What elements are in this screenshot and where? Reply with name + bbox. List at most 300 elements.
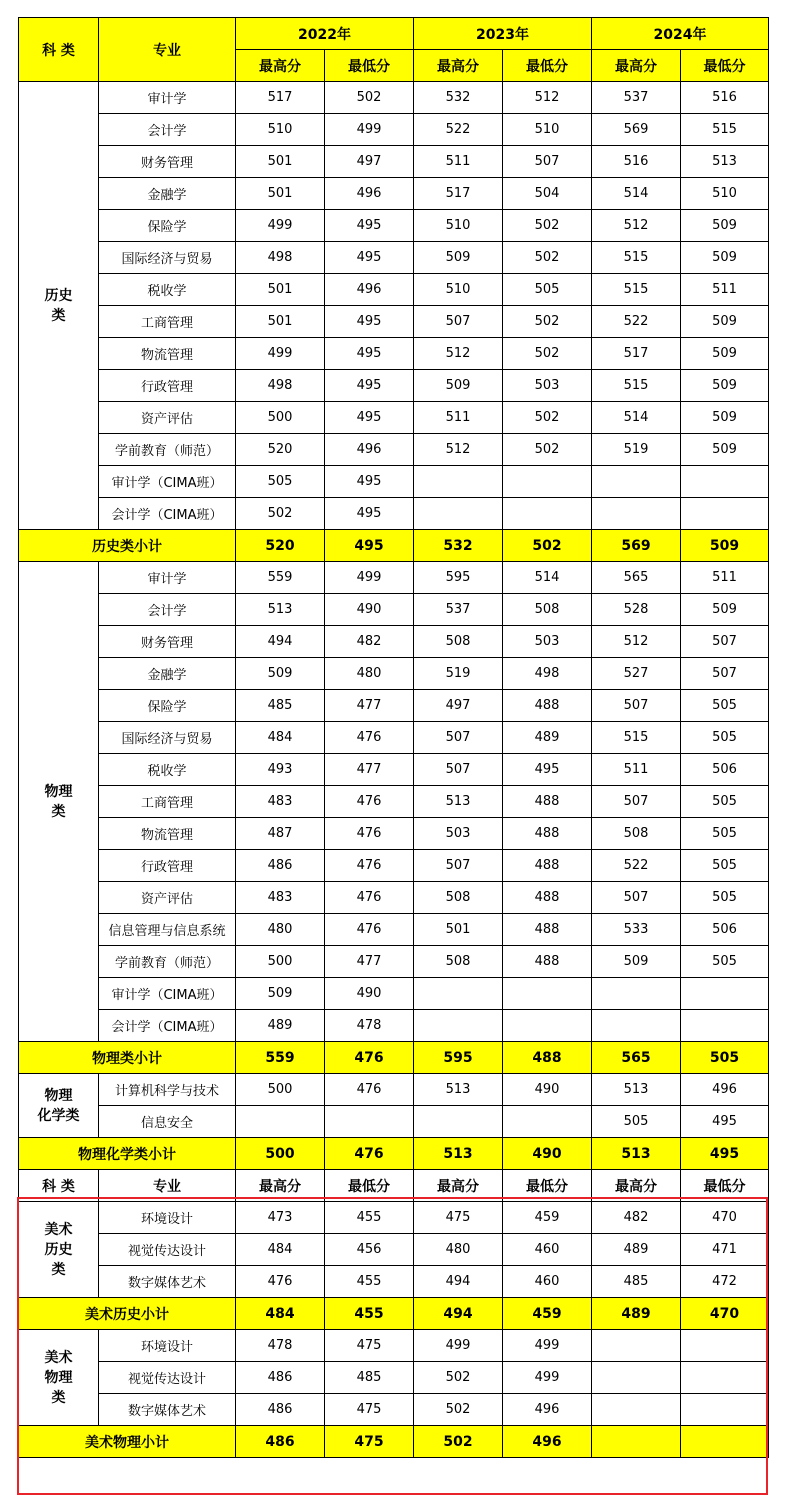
score-cell: 513: [236, 594, 325, 626]
score-cell: 476: [325, 1074, 414, 1106]
table-row: [19, 818, 769, 850]
subtotal-score: 565: [592, 1042, 681, 1074]
score-cell: 505: [681, 882, 769, 914]
major-cell: 审计学: [99, 82, 236, 114]
score-cell: 517: [414, 178, 503, 210]
table-row: [19, 1074, 769, 1106]
score-cell: 495: [325, 498, 414, 530]
category-label: 物理 化学类: [37, 1087, 80, 1124]
table-row: [19, 722, 769, 754]
score-cell: [592, 466, 681, 498]
table-row: [19, 274, 769, 306]
score-cell: [681, 466, 769, 498]
major-cell: 工商管理: [99, 786, 236, 818]
table-row: [19, 1330, 769, 1362]
score-cell: 496: [325, 434, 414, 466]
score-cell: 477: [325, 946, 414, 978]
subtotal-score: 484: [236, 1298, 325, 1330]
major-cell: 环境设计: [99, 1202, 236, 1234]
score-cell: 490: [503, 1074, 592, 1106]
score-cell: 508: [414, 946, 503, 978]
subtotal-score: 475: [325, 1426, 414, 1458]
score-cell: 527: [592, 658, 681, 690]
table-row: [19, 338, 769, 370]
score-cell: 509: [414, 242, 503, 274]
score-cell: 595: [414, 562, 503, 594]
score-cell: [414, 466, 503, 498]
score-cell: 502: [503, 402, 592, 434]
score-cell: 509: [236, 658, 325, 690]
table-row: [19, 82, 769, 114]
table-row: [19, 210, 769, 242]
header-min: 最低分: [325, 50, 414, 82]
score-cell: 508: [414, 626, 503, 658]
table-row: [19, 242, 769, 274]
table-row: [19, 786, 769, 818]
major-cell: 数字媒体艺术: [99, 1394, 236, 1426]
score-cell: 500: [236, 946, 325, 978]
score-cell: 511: [414, 402, 503, 434]
score-cell: 520: [236, 434, 325, 466]
category-label: 历史 类: [44, 287, 73, 324]
score-cell: 515: [592, 274, 681, 306]
score-cell: 509: [414, 370, 503, 402]
score-cell: 537: [414, 594, 503, 626]
table-row: [19, 498, 769, 530]
score-cell: 476: [325, 818, 414, 850]
header-year-2023: 2023年: [414, 18, 592, 50]
header-min: 最低分: [503, 50, 592, 82]
score-cell: 569: [592, 114, 681, 146]
score-cell: 484: [236, 1234, 325, 1266]
table-row: [19, 1362, 769, 1394]
score-cell: [414, 498, 503, 530]
score-cell: [414, 978, 503, 1010]
score-cell: 501: [236, 306, 325, 338]
score-cell: 515: [592, 242, 681, 274]
score-cell: 515: [592, 722, 681, 754]
score-cell: 495: [325, 242, 414, 274]
score-cell: 513: [592, 1074, 681, 1106]
score-cell: 508: [414, 882, 503, 914]
art-header-category: 科 类: [19, 1170, 99, 1202]
table-row: [19, 946, 769, 978]
major-cell: 税收学: [99, 274, 236, 306]
score-cell: 502: [236, 498, 325, 530]
header-max: 最高分: [414, 50, 503, 82]
art-header-score: 最高分: [236, 1170, 325, 1202]
score-cell: [503, 466, 592, 498]
score-cell: 476: [325, 914, 414, 946]
score-cell: 511: [681, 562, 769, 594]
score-cell: 477: [325, 690, 414, 722]
score-cell: 501: [414, 914, 503, 946]
major-cell: 环境设计: [99, 1330, 236, 1362]
score-cell: 486: [236, 1394, 325, 1426]
table-row: [19, 178, 769, 210]
score-cell: 480: [236, 914, 325, 946]
subtotal-score: 559: [236, 1042, 325, 1074]
major-cell: 数字媒体艺术: [99, 1266, 236, 1298]
table-row: [19, 690, 769, 722]
score-cell: 488: [503, 882, 592, 914]
score-cell: 513: [681, 146, 769, 178]
subtotal-label: 历史类小计: [19, 530, 236, 562]
score-cell: 496: [325, 178, 414, 210]
score-cell: 514: [592, 178, 681, 210]
score-cell: 490: [325, 978, 414, 1010]
major-cell: 金融学: [99, 178, 236, 210]
score-cell: 488: [503, 786, 592, 818]
score-cell: 480: [414, 1234, 503, 1266]
score-cell: 511: [592, 754, 681, 786]
table-row: [19, 434, 769, 466]
score-cell: 501: [236, 146, 325, 178]
score-cell: 509: [681, 402, 769, 434]
subtotal-score: 459: [503, 1298, 592, 1330]
subtotal-score: 532: [414, 530, 503, 562]
score-cell: [592, 498, 681, 530]
table-row: [19, 1234, 769, 1266]
score-cell: 512: [503, 82, 592, 114]
score-table: [18, 17, 769, 1458]
score-cell: 502: [503, 306, 592, 338]
major-cell: 国际经济与贸易: [99, 722, 236, 754]
subtotal-score: 505: [681, 1042, 769, 1074]
score-cell: 475: [325, 1394, 414, 1426]
major-cell: 学前教育（师范）: [99, 434, 236, 466]
subtotal-score: 496: [503, 1426, 592, 1458]
table-row: [19, 1202, 769, 1234]
score-cell: 505: [681, 786, 769, 818]
score-cell: 519: [414, 658, 503, 690]
major-cell: 资产评估: [99, 882, 236, 914]
score-cell: 505: [681, 946, 769, 978]
score-cell: 507: [681, 626, 769, 658]
score-cell: 505: [681, 850, 769, 882]
score-cell: 512: [592, 626, 681, 658]
table-row: [19, 402, 769, 434]
score-cell: 476: [236, 1266, 325, 1298]
score-cell: 510: [236, 114, 325, 146]
score-cell: 486: [236, 850, 325, 882]
score-cell: [325, 1106, 414, 1138]
table-row: [19, 882, 769, 914]
score-cell: 509: [681, 210, 769, 242]
score-cell: [592, 978, 681, 1010]
score-cell: 480: [325, 658, 414, 690]
score-cell: [592, 1394, 681, 1426]
score-cell: 510: [503, 114, 592, 146]
art-header-score: 最高分: [592, 1170, 681, 1202]
subtotal-row: [19, 530, 769, 562]
score-cell: [503, 1106, 592, 1138]
table-row: [19, 1106, 769, 1138]
score-cell: 505: [681, 690, 769, 722]
subtotal-label: 美术历史小计: [19, 1298, 236, 1330]
table-row: [19, 850, 769, 882]
score-cell: 505: [592, 1106, 681, 1138]
category-cell: [19, 1202, 99, 1298]
subtotal-score: 513: [414, 1138, 503, 1170]
header-major: 专业: [99, 18, 236, 82]
score-cell: 502: [503, 434, 592, 466]
major-cell: 金融学: [99, 658, 236, 690]
table-row: [19, 1010, 769, 1042]
header-max: 最高分: [236, 50, 325, 82]
score-cell: 500: [236, 1074, 325, 1106]
score-cell: 502: [325, 82, 414, 114]
score-cell: 501: [236, 274, 325, 306]
score-cell: 509: [681, 434, 769, 466]
score-cell: [592, 1362, 681, 1394]
score-cell: 515: [592, 370, 681, 402]
score-cell: 495: [325, 466, 414, 498]
score-cell: 499: [414, 1330, 503, 1362]
header-year-2024: 2024年: [592, 18, 769, 50]
subtotal-score: 476: [325, 1042, 414, 1074]
header-min: 最低分: [681, 50, 769, 82]
score-cell: 482: [592, 1202, 681, 1234]
score-cell: 514: [592, 402, 681, 434]
score-cell: 471: [681, 1234, 769, 1266]
subtotal-row: [19, 1138, 769, 1170]
major-cell: 保险学: [99, 690, 236, 722]
major-cell: 资产评估: [99, 402, 236, 434]
score-cell: 504: [503, 178, 592, 210]
score-cell: 503: [503, 370, 592, 402]
score-cell: 460: [503, 1266, 592, 1298]
major-cell: 财务管理: [99, 626, 236, 658]
subtotal-score: 495: [325, 530, 414, 562]
score-cell: 507: [414, 850, 503, 882]
category-cell: [19, 1330, 99, 1426]
score-cell: [681, 1362, 769, 1394]
subtotal-score: [681, 1426, 769, 1458]
major-cell: 会计学: [99, 114, 236, 146]
score-cell: 519: [592, 434, 681, 466]
table-row: [19, 658, 769, 690]
score-cell: 510: [681, 178, 769, 210]
subtotal-score: 490: [503, 1138, 592, 1170]
score-cell: 484: [236, 722, 325, 754]
table-row: [19, 562, 769, 594]
table-row: [19, 114, 769, 146]
score-cell: 495: [681, 1106, 769, 1138]
score-cell: 499: [236, 338, 325, 370]
score-cell: 517: [236, 82, 325, 114]
score-cell: 513: [414, 786, 503, 818]
category-cell: [19, 82, 99, 530]
table-row: [19, 146, 769, 178]
score-cell: 507: [414, 722, 503, 754]
score-cell: 507: [592, 882, 681, 914]
score-cell: 473: [236, 1202, 325, 1234]
score-cell: 478: [236, 1330, 325, 1362]
score-cell: 509: [592, 946, 681, 978]
score-cell: 485: [325, 1362, 414, 1394]
score-cell: [236, 1106, 325, 1138]
major-cell: 信息管理与信息系统: [99, 914, 236, 946]
score-cell: 510: [414, 210, 503, 242]
score-cell: 509: [236, 978, 325, 1010]
table-row: [19, 1394, 769, 1426]
subtotal-score: 488: [503, 1042, 592, 1074]
score-cell: 532: [414, 82, 503, 114]
score-cell: 488: [503, 946, 592, 978]
score-cell: 495: [503, 754, 592, 786]
score-cell: 522: [592, 306, 681, 338]
major-cell: 会计学（CIMA班）: [99, 1010, 236, 1042]
header-year-2022: 2022年: [236, 18, 414, 50]
table-row: [19, 754, 769, 786]
score-cell: 503: [503, 626, 592, 658]
score-cell: 483: [236, 882, 325, 914]
header-max: 最高分: [592, 50, 681, 82]
score-cell: 516: [681, 82, 769, 114]
table-row: [19, 306, 769, 338]
subtotal-score: 486: [236, 1426, 325, 1458]
category-label: 美术 历史 类: [44, 1221, 73, 1278]
score-cell: [592, 1330, 681, 1362]
subtotal-score: 502: [414, 1426, 503, 1458]
major-cell: 行政管理: [99, 370, 236, 402]
major-cell: 计算机科学与技术: [99, 1074, 236, 1106]
score-cell: 489: [592, 1234, 681, 1266]
table-row: [19, 978, 769, 1010]
score-cell: 502: [503, 338, 592, 370]
major-cell: 税收学: [99, 754, 236, 786]
subtotal-score: 513: [592, 1138, 681, 1170]
major-cell: 物流管理: [99, 818, 236, 850]
score-cell: [503, 498, 592, 530]
score-cell: 565: [592, 562, 681, 594]
subtotal-label: 物理化学类小计: [19, 1138, 236, 1170]
score-cell: 470: [681, 1202, 769, 1234]
score-cell: 483: [236, 786, 325, 818]
score-cell: [681, 1010, 769, 1042]
score-table-wrapper: [18, 17, 769, 1458]
major-cell: 学前教育（师范）: [99, 946, 236, 978]
score-cell: [592, 1010, 681, 1042]
score-cell: 501: [236, 178, 325, 210]
score-cell: 486: [236, 1362, 325, 1394]
subtotal-label: 美术物理小计: [19, 1426, 236, 1458]
table-row: [19, 594, 769, 626]
score-cell: 509: [681, 306, 769, 338]
subtotal-score: 495: [681, 1138, 769, 1170]
subtotal-score: 470: [681, 1298, 769, 1330]
major-cell: 审计学（CIMA班）: [99, 978, 236, 1010]
subtotal-score: 569: [592, 530, 681, 562]
score-cell: 476: [325, 850, 414, 882]
art-header-score: 最高分: [414, 1170, 503, 1202]
score-cell: 511: [681, 274, 769, 306]
art-header-score: 最低分: [681, 1170, 769, 1202]
table-row: [19, 626, 769, 658]
score-cell: 498: [236, 242, 325, 274]
score-cell: 508: [592, 818, 681, 850]
score-cell: 499: [325, 114, 414, 146]
score-cell: 495: [325, 306, 414, 338]
subtotal-row: [19, 1426, 769, 1458]
table-row: [19, 914, 769, 946]
subtotal-score: 494: [414, 1298, 503, 1330]
score-cell: [681, 1330, 769, 1362]
score-cell: 495: [325, 338, 414, 370]
major-cell: 审计学（CIMA班）: [99, 466, 236, 498]
score-cell: 502: [503, 242, 592, 274]
score-cell: 495: [325, 210, 414, 242]
score-cell: 499: [325, 562, 414, 594]
score-cell: 499: [503, 1330, 592, 1362]
score-cell: 476: [325, 786, 414, 818]
score-cell: 476: [325, 722, 414, 754]
score-cell: 499: [236, 210, 325, 242]
score-cell: 537: [592, 82, 681, 114]
major-cell: 会计学（CIMA班）: [99, 498, 236, 530]
score-cell: 497: [414, 690, 503, 722]
score-cell: 506: [681, 914, 769, 946]
score-cell: [503, 978, 592, 1010]
score-cell: 505: [681, 818, 769, 850]
score-cell: 459: [503, 1202, 592, 1234]
subtotal-score: 489: [592, 1298, 681, 1330]
major-cell: 物流管理: [99, 338, 236, 370]
score-cell: 510: [414, 274, 503, 306]
subtotal-row: [19, 1042, 769, 1074]
table-row: [19, 370, 769, 402]
category-label: 美术 物理 类: [44, 1349, 73, 1406]
score-cell: 505: [503, 274, 592, 306]
score-cell: 488: [503, 914, 592, 946]
score-cell: [681, 1394, 769, 1426]
major-cell: 视觉传达设计: [99, 1234, 236, 1266]
table-row: [19, 1266, 769, 1298]
score-cell: 496: [503, 1394, 592, 1426]
score-cell: 493: [236, 754, 325, 786]
score-cell: 508: [503, 594, 592, 626]
score-cell: 475: [414, 1202, 503, 1234]
score-cell: 533: [592, 914, 681, 946]
subtotal-score: 509: [681, 530, 769, 562]
score-cell: 496: [325, 274, 414, 306]
major-cell: 财务管理: [99, 146, 236, 178]
score-cell: 485: [592, 1266, 681, 1298]
score-cell: 497: [325, 146, 414, 178]
major-cell: 保险学: [99, 210, 236, 242]
score-cell: 482: [325, 626, 414, 658]
subtotal-score: 502: [503, 530, 592, 562]
score-cell: 512: [414, 338, 503, 370]
score-cell: 495: [325, 402, 414, 434]
score-cell: 509: [681, 594, 769, 626]
header-category: 科 类: [19, 18, 99, 82]
category-cell: [19, 562, 99, 1042]
subtotal-score: 476: [325, 1138, 414, 1170]
score-cell: 498: [503, 658, 592, 690]
score-cell: 522: [414, 114, 503, 146]
major-cell: 会计学: [99, 594, 236, 626]
subtotal-score: 455: [325, 1298, 414, 1330]
score-cell: 485: [236, 690, 325, 722]
score-cell: 502: [414, 1394, 503, 1426]
major-cell: 审计学: [99, 562, 236, 594]
score-cell: 509: [681, 370, 769, 402]
score-cell: [681, 498, 769, 530]
score-cell: 477: [325, 754, 414, 786]
score-cell: 507: [414, 754, 503, 786]
